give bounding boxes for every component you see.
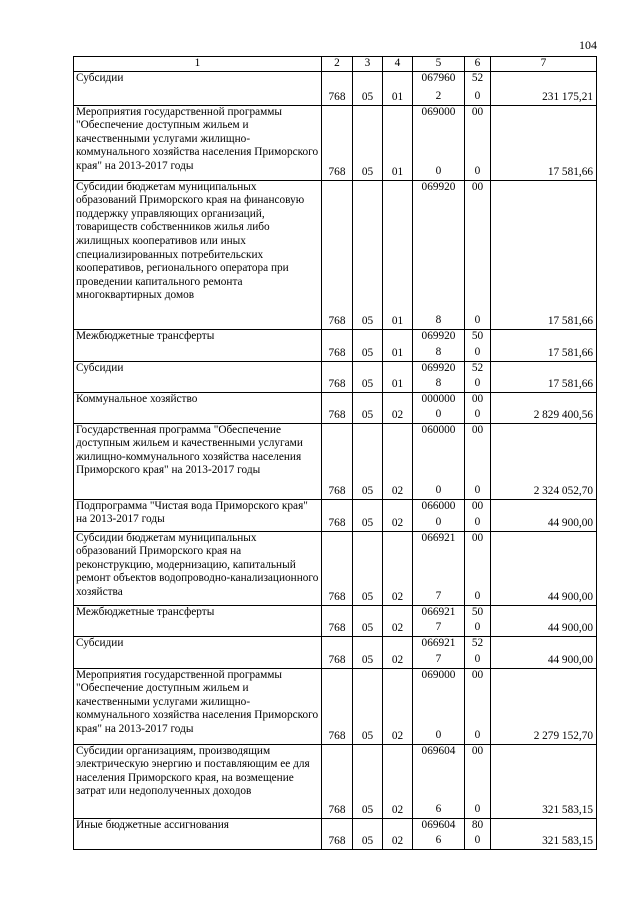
expense-type-code-line1: 00: [471, 180, 484, 193]
table-row: [74, 531, 597, 605]
table-row: [74, 423, 597, 499]
ministry-code: 768: [322, 668, 353, 744]
expense-type-code-line2: 0: [474, 516, 481, 528]
target-article-code: [413, 105, 465, 180]
target-article-code-line2: 7: [435, 590, 442, 602]
row-name: Субсидии организациям, производящим электрическую энергию и поставляющим ее для населения Приморского края, на возмещение затрат или недополученных доходов: [74, 744, 322, 818]
target-article-code-line2: 7: [435, 653, 442, 665]
target-article-code-line1: 060000: [421, 423, 456, 436]
amount: 17 581,66: [491, 180, 597, 329]
amount: 44 900,00: [491, 499, 597, 531]
column-header: 3: [353, 57, 383, 72]
table-row: [74, 329, 597, 361]
expense-type-code: [465, 105, 491, 180]
ministry-code: 768: [322, 71, 353, 105]
expense-type-code-line2: 0: [474, 834, 481, 846]
ministry-code: 768: [322, 744, 353, 818]
budget-table: [73, 56, 597, 850]
target-article-code-line1: 067960: [421, 71, 456, 84]
subsection-code: 02: [383, 744, 413, 818]
target-article-code-line1: 069920: [421, 361, 456, 374]
expense-type-code: [465, 71, 491, 105]
subsection-code: 01: [383, 105, 413, 180]
subsection-code: 02: [383, 668, 413, 744]
table-row: [74, 105, 597, 180]
target-article-code-line1: 066921: [421, 531, 456, 544]
table-row: [74, 605, 597, 636]
section-code: 05: [353, 636, 383, 668]
target-article-code: [413, 392, 465, 423]
section-code: 05: [353, 531, 383, 605]
target-article-code-line2: 6: [435, 803, 442, 815]
expense-type-code: [465, 636, 491, 668]
target-article-code-line1: 069920: [421, 180, 456, 193]
section-code: 05: [353, 105, 383, 180]
target-article-code-line2: 6: [435, 834, 442, 846]
target-article-code-line2: 0: [435, 516, 442, 528]
section-code: 05: [353, 71, 383, 105]
expense-type-code-line1: 80: [471, 818, 484, 831]
section-code: 05: [353, 329, 383, 361]
column-header: 5: [413, 57, 465, 72]
amount: 2 279 152,70: [491, 668, 597, 744]
expense-type-code-line1: 50: [471, 605, 484, 618]
target-article-code: [413, 329, 465, 361]
target-article-code-line2: 0: [435, 165, 442, 177]
row-name: Субсидии бюджетам муниципальных образований Приморского края на реконструкцию, модернизацию, капитальный ремонт объектов водопроводно-канализационного хозяйства: [74, 531, 322, 605]
subsection-code: 02: [383, 818, 413, 849]
column-header: 6: [465, 57, 491, 72]
row-name: Субсидии бюджетам муниципальных образований Приморского края на финансовую поддержку управляющих организаций, товариществ собственников жилья либо жилищных кооперативов или иных специализированных потребительских кооперативов, регионального оператора при проведении капитального ремонта многоквартирных домов: [74, 180, 322, 329]
expense-type-code-line2: 0: [474, 408, 481, 420]
target-article-code: [413, 180, 465, 329]
subsection-code: 01: [383, 71, 413, 105]
subsection-code: 01: [383, 180, 413, 329]
target-article-code-line2: 8: [435, 314, 442, 326]
amount: 231 175,21: [491, 71, 597, 105]
target-article-code-line1: 069920: [421, 329, 456, 342]
ministry-code: 768: [322, 329, 353, 361]
row-name: Межбюджетные трансферты: [74, 605, 322, 636]
expense-type-code: [465, 423, 491, 499]
target-article-code-line1: 069604: [421, 818, 456, 831]
target-article-code-line2: 0: [435, 408, 442, 420]
target-article-code: [413, 361, 465, 392]
expense-type-code-line1: 52: [471, 636, 484, 649]
row-name: Мероприятия государственной программы "Обеспечение доступным жильем и качественными услугами жилищно-коммунального хозяйства населения Приморского края" на 2013-2017 годы: [74, 668, 322, 744]
expense-type-code-line2: 0: [474, 653, 481, 665]
ministry-code: 768: [322, 105, 353, 180]
amount: 44 900,00: [491, 636, 597, 668]
ministry-code: 768: [322, 180, 353, 329]
table-row: [74, 71, 597, 105]
subsection-code: 02: [383, 605, 413, 636]
expense-type-code: [465, 499, 491, 531]
table-row: [74, 392, 597, 423]
table-header-row: [74, 57, 597, 72]
expense-type-code: [465, 361, 491, 392]
table-row: [74, 361, 597, 392]
column-header: 1: [74, 57, 322, 72]
target-article-code-line1: 000000: [421, 392, 456, 405]
row-name: Субсидии: [74, 71, 322, 105]
amount: 17 581,66: [491, 329, 597, 361]
subsection-code: 02: [383, 392, 413, 423]
expense-type-code: [465, 329, 491, 361]
expense-type-code-line2: 0: [474, 346, 481, 358]
amount: 321 583,15: [491, 744, 597, 818]
expense-type-code-line2: 0: [474, 165, 481, 177]
amount: 2 829 400,56: [491, 392, 597, 423]
section-code: 05: [353, 744, 383, 818]
table-row: [74, 499, 597, 531]
expense-type-code-line1: 52: [471, 361, 484, 374]
section-code: 05: [353, 605, 383, 636]
target-article-code-line1: 069000: [421, 105, 456, 118]
section-code: 05: [353, 392, 383, 423]
expense-type-code: [465, 818, 491, 849]
expense-type-code-line1: 52: [471, 71, 484, 84]
amount: 44 900,00: [491, 531, 597, 605]
expense-type-code-line2: 0: [474, 90, 481, 102]
expense-type-code-line2: 0: [474, 377, 481, 389]
page-number: 104: [579, 38, 597, 52]
expense-type-code-line2: 0: [474, 314, 481, 326]
row-name: Мероприятия государственной программы "Обеспечение доступным жильем и качественными услугами жилищно-коммунального хозяйства населения Приморского края" на 2013-2017 годы: [74, 105, 322, 180]
section-code: 05: [353, 668, 383, 744]
expense-type-code-line1: 00: [471, 105, 484, 118]
target-article-code: [413, 744, 465, 818]
amount: 321 583,15: [491, 818, 597, 849]
target-article-code-line1: 069000: [421, 668, 456, 681]
ministry-code: 768: [322, 605, 353, 636]
expense-type-code-line1: 50: [471, 329, 484, 342]
target-article-code: [413, 499, 465, 531]
table-row: [74, 744, 597, 818]
table-row: [74, 668, 597, 744]
row-name: Иные бюджетные ассигнования: [74, 818, 322, 849]
expense-type-code-line1: 00: [471, 531, 484, 544]
target-article-code-line2: 7: [435, 621, 442, 633]
section-code: 05: [353, 499, 383, 531]
target-article-code-line1: 066000: [421, 499, 456, 512]
expense-type-code-line1: 00: [471, 668, 484, 681]
expense-type-code-line2: 0: [474, 803, 481, 815]
expense-type-code-line1: 00: [471, 744, 484, 757]
column-header: 2: [322, 57, 353, 72]
ministry-code: 768: [322, 423, 353, 499]
target-article-code: [413, 71, 465, 105]
expense-type-code-line2: 0: [474, 484, 481, 496]
section-code: 05: [353, 180, 383, 329]
column-header: 7: [491, 57, 597, 72]
expense-type-code-line1: 00: [471, 423, 484, 436]
target-article-code-line1: 066921: [421, 605, 456, 618]
amount: 17 581,66: [491, 361, 597, 392]
section-code: 05: [353, 423, 383, 499]
row-name: Субсидии: [74, 636, 322, 668]
table-body: [74, 71, 597, 849]
column-header: 4: [383, 57, 413, 72]
target-article-code-line2: 8: [435, 377, 442, 389]
subsection-code: 02: [383, 423, 413, 499]
target-article-code-line2: 2: [435, 90, 442, 102]
ministry-code: 768: [322, 499, 353, 531]
row-name: Подпрограмма "Чистая вода Приморского края" на 2013-2017 годы: [74, 499, 322, 531]
ministry-code: 768: [322, 818, 353, 849]
ministry-code: 768: [322, 636, 353, 668]
target-article-code: [413, 423, 465, 499]
expense-type-code-line2: 0: [474, 729, 481, 741]
subsection-code: 02: [383, 499, 413, 531]
table-row: [74, 818, 597, 849]
expense-type-code: [465, 392, 491, 423]
target-article-code: [413, 818, 465, 849]
target-article-code-line2: 0: [435, 484, 442, 496]
expense-type-code: [465, 668, 491, 744]
expense-type-code: [465, 605, 491, 636]
subsection-code: 01: [383, 361, 413, 392]
section-code: 05: [353, 361, 383, 392]
ministry-code: 768: [322, 361, 353, 392]
amount: 17 581,66: [491, 105, 597, 180]
ministry-code: 768: [322, 392, 353, 423]
expense-type-code-line2: 0: [474, 621, 481, 633]
subsection-code: 02: [383, 636, 413, 668]
target-article-code-line1: 069604: [421, 744, 456, 757]
subsection-code: 02: [383, 531, 413, 605]
target-article-code-line2: 8: [435, 346, 442, 358]
amount: 44 900,00: [491, 605, 597, 636]
row-name: Государственная программа "Обеспечение доступным жильем и качественными услугами жилищно-коммунального хозяйства населения Приморского края" на 2013-2017 годы: [74, 423, 322, 499]
expense-type-code: [465, 180, 491, 329]
amount: 2 324 052,70: [491, 423, 597, 499]
subsection-code: 01: [383, 329, 413, 361]
expense-type-code-line1: 00: [471, 392, 484, 405]
target-article-code-line1: 066921: [421, 636, 456, 649]
table-row: [74, 180, 597, 329]
target-article-code-line2: 0: [435, 729, 442, 741]
ministry-code: 768: [322, 531, 353, 605]
row-name: Коммунальное хозяйство: [74, 392, 322, 423]
expense-type-code-line1: 00: [471, 499, 484, 512]
row-name: Межбюджетные трансферты: [74, 329, 322, 361]
target-article-code: [413, 531, 465, 605]
expense-type-code: [465, 531, 491, 605]
table-row: [74, 636, 597, 668]
target-article-code: [413, 636, 465, 668]
target-article-code: [413, 668, 465, 744]
expense-type-code: [465, 744, 491, 818]
section-code: 05: [353, 818, 383, 849]
expense-type-code-line2: 0: [474, 590, 481, 602]
target-article-code: [413, 605, 465, 636]
row-name: Субсидии: [74, 361, 322, 392]
